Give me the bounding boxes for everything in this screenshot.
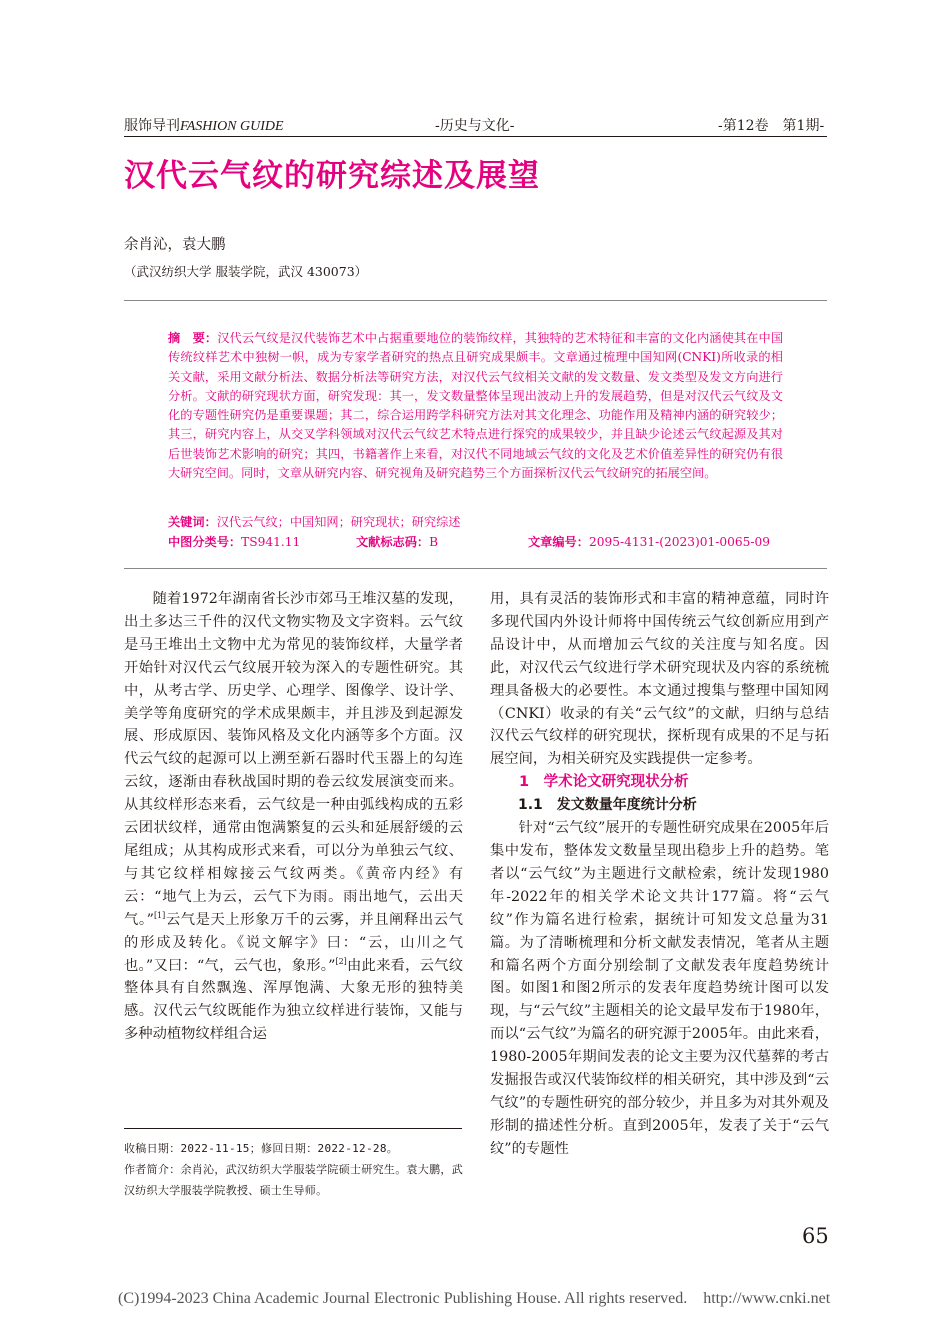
body-top-divider	[124, 568, 827, 569]
article-number: 文章编号：2095-4131-(2023)01-0065-09	[528, 535, 771, 549]
classification-row	[168, 533, 783, 551]
journal-name: 服饰导刊FASHION GUIDE	[124, 118, 284, 134]
body-column-left	[124, 588, 463, 1046]
section-heading: 1 学术论文研究现状分析	[519, 774, 689, 791]
keywords	[168, 513, 461, 530]
page-number: 65	[802, 1224, 829, 1248]
keywords-label: 关键词：	[168, 515, 217, 529]
abstract	[168, 329, 783, 483]
issue-info: -第12卷 第1期-	[718, 118, 825, 134]
abstract-text: 汉代云气纹是汉代装饰艺术中占据重要地位的装饰纹样，其独特的艺术特征和丰富的文化内涵使其在中国传统纹样艺术中独树一帜，成为专家学者研究的热点且研究成果颇丰。文章通过梳理中国知网(CNKI)所收录的相关文献，采用文献分析法、数据分析法等研究方法，对汉代云气纹相关文献的发文数量、发文类型及发文方向进行分析。文献的研究现状方面，研究发现：其一，发文数量整体呈现出波动上升的发展趋势，但是对汉代云气纹及文化的专题性研究仍是重要课题；其二，综合运用跨学科研究方法对其文化理念、功能作用及精神内涵的研究较少；其三，研究内容上，从交叉学科领域对汉代云气纹艺术特点进行探究的成果较少，并且缺少论述云气纹起源及其对后世装饰艺术影响的研究；其四，书籍著作上来看，对汉代不同地域云气纹的文化及艺术价值差异性的研究仍有很大研究空间。同时，文章从研究内容、研究视角及研究趋势三个方面探析汉代云气纹研究的拓展空间。	[168, 331, 784, 481]
keywords-text: 汉代云气纹；中国知网；研究现状；研究综述	[216, 515, 461, 529]
body-paragraph: 用，具有灵活的装饰形式和丰富的精神意蕴，同时许多现代国内外设计师将中国传统云气纹创新应用到产品设计中，从而增加云气纹的关注度与知名度。因此，对汉代云气纹进行学术研究现状及内容的系统梳理具备极大的必要性。本文通过搜集与整理中国知网（CNKI）收录的有关“云气纹”的文献，归纳与总结汉代云气纹样的研究现状，探析现有成果的不足与拓展空间，为相关研究及实践提供一定参考。	[490, 591, 829, 768]
doc-code: 文献标志码：B	[356, 535, 439, 549]
paper-title: 汉代云气纹的研究综述及展望	[124, 158, 540, 194]
body-paragraph: 随着1972年湖南省长沙市郊马王堆汉墓的发现，出土多达三千件的汉代文物实物及文字资料。云气纹是马王堆出土文物中尤为常见的装饰纹样，大量学者开始针对汉代云气纹展开较为深入的专题性研究。其中，从考古学、历史学、心理学、图像学、设计学、美学等角度研究的学术成果颇丰，并且涉及到起源发展、形成原因、装饰风格及文化内涵等多个方面。汉代云气纹的起源可以上溯至新石器时代玉器上的勾连云纹，逐渐由春秋战国时期的卷云纹发展演变而来。从其纹样形态来看，云气纹是一种由弧线构成的五彩云团状纹样，通常由饱满繁复的云头和延展舒缓的云尾组成；从其构成形式来看，可以分为单独云气纹、与其它纹样相嫁接云气纹两类。《黄帝内经》有云：“地气上为云，云气下为雨。雨出地气，云出天气。”[1]云气是天上形象万千的云雾，并且阐释出云气的形成及转化。《说文解字》曰：“云，山川之气也。”又曰：“气，云气也，象形。”[2]由此来看，云气纹整体具有自然飘逸、浑厚饱满、大象无形的独特美感。汉代云气纹既能作为独立纹样进行装饰，又能与多种动植物纹样组合运	[124, 591, 463, 1043]
abstract-top-divider	[124, 300, 827, 301]
header-divider	[124, 136, 827, 137]
clc-code: 中图分类号：TS941.11	[168, 535, 301, 549]
citation-ref: [1]	[153, 910, 166, 920]
body-paragraph: 针对“云气纹”展开的专题性研究成果在2005年后集中发布，整体发文数量呈现出稳步上升的趋势。笔者以“云气纹”为主题进行文献检索，统计发现1980年-2022年的相关学术论文共计177篇。将“云气纹”作为篇名进行检索，据统计可知发文总量为31篇。为了清晰梳理和分析文献发表情况，笔者从主题和篇名两个方面分别绘制了文献发表年度趋势统计图。如图1和图2所示的发表年度趋势统计图可以发现，与“云气纹”主题相关的论文最早发布于1980年，而以“云气纹”为篇名的研究源于2005年。由此来看，1980-2005年期间发表的论文主要为汉代墓葬的考古发掘报告或汉代装饰纹样的相关研究，其中涉及到“云气纹”的专题性研究的部分较少，并且多为对其外观及形制的描述性分析。直到2005年，发表了关于“云气纹”的专题性	[490, 820, 829, 1157]
affiliation: （武汉纺织大学 服装学院，武汉 430073）	[124, 264, 368, 279]
subsection-heading: 1.1 发文数量年度统计分析	[518, 797, 697, 814]
body-column-right	[490, 588, 829, 1161]
authors: 余肖沁，袁大鹏	[124, 237, 226, 253]
section-name: -历史与文化-	[435, 118, 515, 134]
footnote-dates: 收稿日期：2022-11-15；修回日期：2022-12-28。	[124, 1142, 399, 1155]
footnote-author-bio: 作者简介：余肖沁，武汉纺织大学服装学院硕士研究生。袁大鹏，武汉纺织大学服装学院教授、硕士生导师。	[124, 1163, 463, 1197]
abstract-label: 摘 要：	[168, 331, 218, 345]
citation-ref: [2]	[335, 956, 347, 966]
footnote-divider	[124, 1128, 462, 1129]
copyright-notice: (C)1994-2023 China Academic Journal Electronic Publishing House. All rights reserved. http://www.cnki.net	[118, 1290, 831, 1307]
